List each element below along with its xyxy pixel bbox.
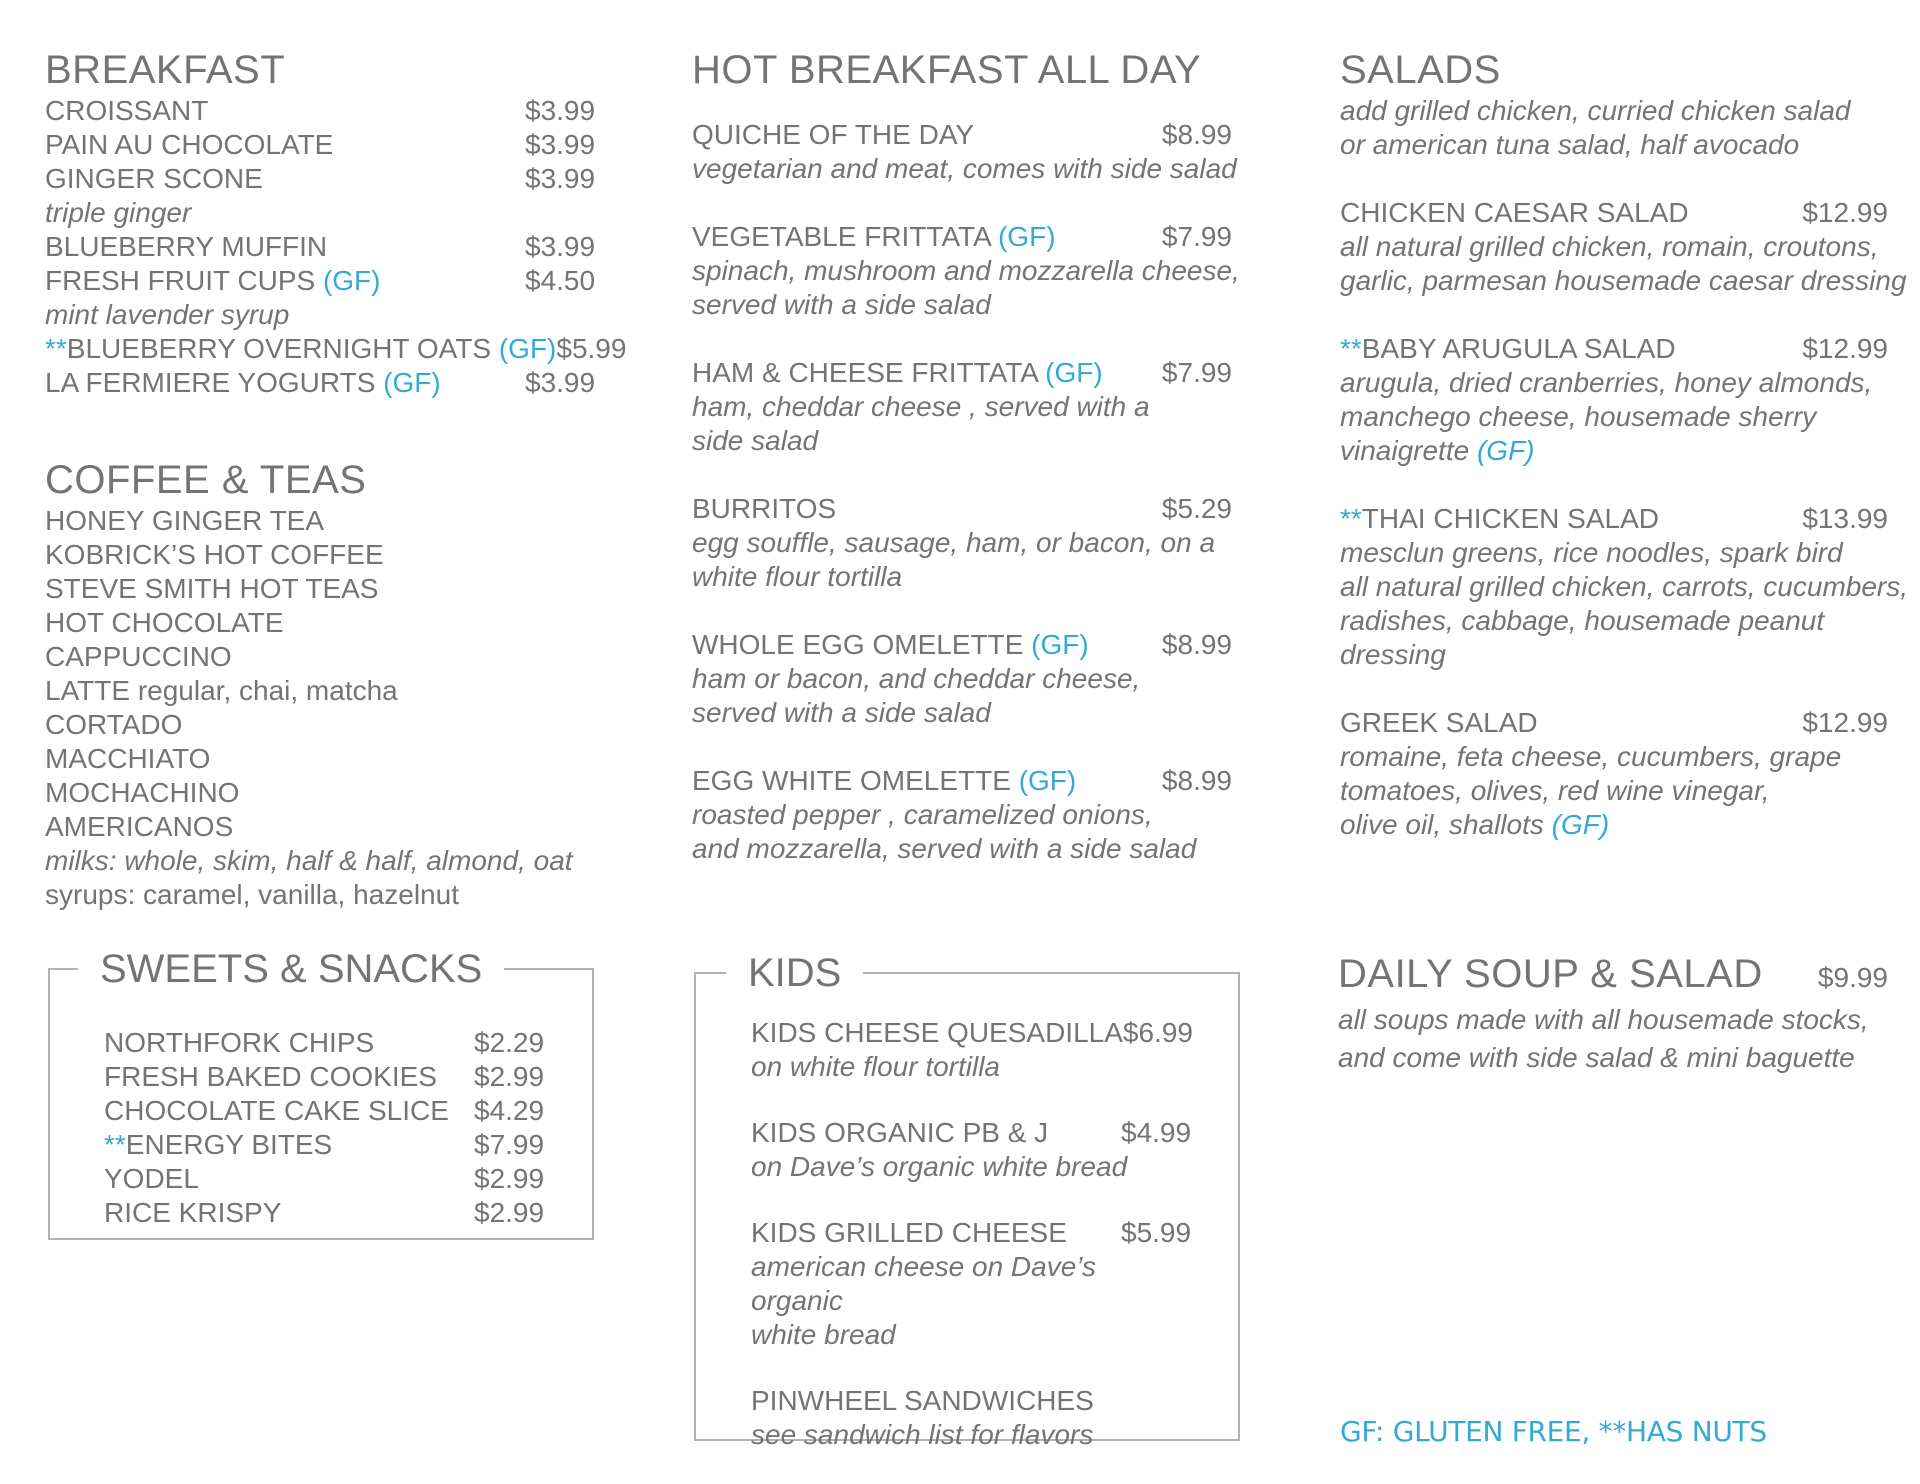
nuts-marker: **: [1340, 503, 1362, 534]
kids-item: [751, 1216, 1191, 1352]
menu-item-name: [1340, 502, 1659, 536]
gluten-free-tag: (GF): [383, 367, 441, 398]
menu-item-label: HAM & CHEESE FRITTATA: [692, 357, 1046, 388]
soup-salad-section: [1338, 954, 1908, 1077]
menu-item-label: GINGER SCONE: [45, 163, 263, 194]
coffee-items: [45, 504, 605, 844]
snack-item-price: $4.29: [474, 1095, 545, 1126]
menu-item-desc: ham or bacon, and cheddar cheese,: [692, 663, 1141, 694]
nuts-marker: **: [1340, 333, 1362, 364]
snack-item-name: [104, 1026, 374, 1060]
sweets-snacks-title: SWEETS & SNACKS: [78, 946, 504, 992]
snack-item-price: $2.99: [474, 1197, 545, 1228]
soup-header-row: [1338, 954, 1888, 995]
menu-item-desc-text: arugula, dried cranberries, honey almonds,: [1340, 367, 1873, 398]
menu-item-desc-text: dressing: [1340, 639, 1446, 670]
menu-item-price: $12.99: [1802, 707, 1888, 738]
menu-item-desc: mint lavender syrup: [45, 299, 290, 330]
menu-item-price: $5.29: [1161, 493, 1232, 524]
menu-item-label: FRESH FRUIT CUPS: [45, 265, 323, 296]
menu-item-row: [45, 366, 605, 400]
drink-item: HONEY GINGER TEA: [45, 505, 325, 536]
menu-item-desc: vegetarian and meat, comes with side salad: [692, 153, 1237, 184]
menu-item-name: [1340, 196, 1689, 230]
gluten-free-tag: (GF): [1031, 629, 1089, 660]
menu-item-row: [45, 230, 605, 264]
snack-item-price: $2.99: [474, 1163, 545, 1194]
soup-desc: [1338, 1001, 1908, 1077]
salads-intro: [1340, 94, 1910, 162]
menu-item-desc: [1340, 604, 1910, 638]
menu-item-row: [45, 94, 605, 128]
menu-item-label: EGG WHITE OMELETTE: [692, 765, 1019, 796]
menu-item-desc: [1340, 774, 1910, 808]
menu-item-price: $8.99: [1161, 119, 1232, 150]
snack-item-price: $2.99: [474, 1061, 545, 1092]
salads-intro-line: or american tuna salad, half avocado: [1340, 129, 1800, 160]
menu-item-name: [45, 366, 441, 400]
breakfast-section: [45, 48, 627, 400]
menu-item-row: [692, 628, 1232, 662]
menu-item-price: $8.99: [1161, 629, 1232, 660]
menu-item-desc-text: mesclun greens, rice noodles, spark bird: [1340, 537, 1843, 568]
menu-item-desc: triple ginger: [45, 197, 192, 228]
menu-item-price: $3.99: [525, 231, 596, 262]
menu-item-label: VEGETABLE FRITTATA: [692, 221, 998, 252]
menu-item-price: $12.99: [1802, 197, 1888, 228]
snack-item-row: [104, 1162, 544, 1196]
menu-item-price: $3.99: [525, 163, 596, 194]
salad-items: [1340, 196, 1910, 842]
menu-item-name: KIDS GRILLED CHEESE: [751, 1217, 1067, 1248]
hot-breakfast-item: [692, 118, 1242, 186]
menu-item-row: [1340, 196, 1888, 230]
menu-item-name: [1340, 332, 1676, 366]
gluten-free-tag: (GF): [1551, 809, 1610, 840]
menu-item-desc: roasted pepper , caramelized onions,: [692, 799, 1153, 830]
menu-item-price: $4.50: [525, 265, 596, 296]
menu-item-name: [692, 220, 1056, 254]
coffee-teas-section: [45, 460, 605, 912]
menu-item-row: [692, 356, 1232, 390]
menu-item-desc: [1340, 808, 1910, 842]
menu-item-desc-text: radishes, cabbage, housemade peanut: [1340, 605, 1825, 636]
menu-item-desc: [1340, 536, 1910, 570]
legend-note: GF: GLUTEN FREE, **HAS NUTS: [1340, 1415, 1767, 1448]
menu-item-desc-text: vinaigrette: [1340, 435, 1477, 466]
menu-item-desc: [1340, 264, 1910, 298]
kids-item: [751, 1384, 1191, 1452]
salads-section: [1340, 50, 1910, 876]
menu-item-name: [45, 230, 327, 264]
salad-item: [1340, 196, 1910, 298]
menu-item-name: [692, 356, 1103, 390]
menu-item-desc-text: all natural grilled chicken, romain, croutons,: [1340, 231, 1879, 262]
menu-item-price: $5.99: [1121, 1217, 1192, 1248]
menu-item-name: PINWHEEL SANDWICHES: [751, 1385, 1094, 1416]
salads-intro-line: add grilled chicken, curried chicken salad: [1340, 95, 1851, 126]
menu-item-name: [692, 764, 1076, 798]
nuts-marker: **: [45, 333, 67, 364]
snack-item-row: [104, 1196, 544, 1230]
coffee-teas-title: COFFEE & TEAS: [45, 458, 367, 502]
drink-item: KOBRICK’S HOT COFFEE: [45, 539, 384, 570]
menu-item-desc-text: all natural grilled chicken, carrots, cucumbers,: [1340, 571, 1909, 602]
gluten-free-tag: (GF): [997, 221, 1056, 252]
menu-item-desc: american cheese on Dave’s organic: [751, 1251, 1097, 1316]
sweets-snacks-box: [48, 947, 594, 1240]
menu-item-row: [692, 764, 1232, 798]
drink-item: CORTADO: [45, 709, 183, 740]
gluten-free-tag: (GF): [498, 333, 557, 364]
menu-item-row: [751, 1384, 1191, 1418]
salad-item: [1340, 706, 1910, 842]
menu-item-name: [692, 492, 836, 526]
menu-item-name: [1340, 706, 1538, 740]
menu-item-label: LA FERMIERE YOGURTS: [45, 367, 384, 398]
snack-item-row: [104, 1094, 544, 1128]
breakfast-title: BREAKFAST: [45, 48, 286, 92]
menu-item-price: $7.99: [1161, 357, 1232, 388]
menu-item-desc: egg souffle, sausage, ham, or bacon, on a: [692, 527, 1216, 558]
syrups-note: syrups: caramel, vanilla, hazelnut: [45, 879, 459, 910]
menu-item-label: PAIN AU CHOCOLATE: [45, 129, 334, 160]
menu-item-desc: on Dave’s organic white bread: [751, 1151, 1128, 1182]
menu-item-desc: spinach, mushroom and mozzarella cheese,: [692, 255, 1240, 286]
menu-item-price: $3.99: [525, 95, 596, 126]
menu-item-price: $4.99: [1121, 1117, 1192, 1148]
gluten-free-tag: (GF): [1018, 765, 1077, 796]
salads-title: SALADS: [1340, 48, 1501, 92]
menu-item-desc: white bread: [751, 1319, 896, 1350]
salad-item: [1340, 332, 1910, 468]
menu-item-row: [692, 220, 1232, 254]
menu-item-price: $5.99: [556, 333, 627, 364]
menu-item-row: [751, 1216, 1191, 1250]
salad-item: [1340, 502, 1910, 672]
menu-item-desc: and mozzarella, served with a side salad: [692, 833, 1197, 864]
menu-item-label: BABY ARUGULA SALAD: [1361, 333, 1676, 364]
snack-item-price: $2.29: [474, 1027, 545, 1058]
drink-item: MACCHIATO: [45, 743, 211, 774]
menu-item-name: [45, 332, 556, 366]
sweets-items: [104, 1026, 544, 1230]
menu-item-name: KIDS ORGANIC PB & J: [751, 1117, 1049, 1148]
menu-item-label: THAI CHICKEN SALAD: [1361, 503, 1659, 534]
drink-item: CAPPUCCINO: [45, 641, 232, 672]
menu-item-price: $13.99: [1802, 503, 1888, 534]
menu-item-desc: [1340, 230, 1910, 264]
hot-breakfast-item: [692, 628, 1242, 730]
drink-item: HOT CHOCOLATE: [45, 607, 284, 638]
menu-item-row: [1340, 706, 1888, 740]
soup-title: DAILY SOUP & SALAD: [1338, 952, 1763, 996]
menu-item-desc: on white flour tortilla: [751, 1051, 1001, 1082]
hot-breakfast-items: [692, 118, 1242, 866]
snack-item-row: [104, 1026, 544, 1060]
menu-item-desc: served with a side salad: [692, 289, 991, 320]
menu-item-desc-text: olive oil, shallots: [1340, 809, 1552, 840]
snack-item-label: FRESH BAKED COOKIES: [104, 1061, 437, 1092]
menu-item-row: [1340, 332, 1888, 366]
menu-item-desc: [1340, 366, 1910, 400]
snack-item-row: [104, 1060, 544, 1094]
menu-item-label: BLUEBERRY MUFFIN: [45, 231, 328, 262]
menu-item-label: QUICHE OF THE DAY: [692, 119, 975, 150]
kids-item: [751, 1016, 1191, 1084]
drink-item: AMERICANOS: [45, 811, 234, 842]
snack-item-label: ENERGY BITES: [125, 1129, 333, 1160]
menu-item-desc: [1340, 400, 1910, 434]
menu-item-desc-text: garlic, parmesan housemade caesar dressing: [1340, 265, 1907, 296]
menu-item-row: [751, 1016, 1191, 1050]
menu-item-desc-text: manchego cheese, housemade sherry: [1340, 401, 1817, 432]
snack-item-name: [104, 1094, 449, 1128]
snack-item-label: RICE KRISPY: [104, 1197, 282, 1228]
menu-item-desc: [1340, 434, 1910, 468]
drink-item: MOCHACHINO: [45, 777, 240, 808]
milks-note: milks: whole, skim, half & half, almond, oat: [45, 845, 573, 876]
kids-title: KIDS: [726, 950, 863, 996]
hot-breakfast-item: [692, 764, 1242, 866]
snack-item-name: [104, 1128, 332, 1162]
menu-item-row: [1340, 502, 1888, 536]
hot-breakfast-title: HOT BREAKFAST ALL DAY: [692, 48, 1202, 92]
menu-item-label: CHICKEN CAESAR SALAD: [1340, 197, 1689, 228]
menu-item-row: [45, 264, 605, 298]
menu-item-name: [692, 628, 1089, 662]
hot-breakfast-item: [692, 220, 1242, 322]
menu-item-label: BURRITOS: [692, 493, 837, 524]
menu-item-label: GREEK SALAD: [1340, 707, 1538, 738]
menu-item-row: [45, 128, 605, 162]
snack-item-name: [104, 1162, 199, 1196]
menu-item-price: $6.99: [1122, 1017, 1193, 1048]
snack-item-label: NORTHFORK CHIPS: [104, 1027, 375, 1058]
menu-item-price: $12.99: [1802, 333, 1888, 364]
snack-item-label: CHOCOLATE CAKE SLICE: [104, 1095, 449, 1126]
menu-item-name: [45, 264, 380, 298]
menu-item-price: $3.99: [525, 129, 596, 160]
snack-item-price: $7.99: [474, 1129, 545, 1160]
breakfast-items: [45, 94, 627, 400]
menu-item-row: [692, 118, 1232, 152]
soup-desc-line: and come with side salad & mini baguette: [1338, 1042, 1855, 1073]
menu-item-desc: see sandwich list for flavors: [751, 1419, 1094, 1450]
menu-item-desc: white flour tortilla: [692, 561, 903, 592]
gluten-free-tag: (GF): [322, 265, 381, 296]
menu-item-desc: [1340, 638, 1910, 672]
menu-item-row: [692, 492, 1232, 526]
kids-items: [751, 1016, 1191, 1484]
menu-item-desc: [1340, 740, 1910, 774]
menu-item-row: [45, 162, 605, 196]
menu-item-label: CROISSANT: [45, 95, 209, 126]
hot-breakfast-item: [692, 356, 1242, 458]
snack-item-name: [104, 1060, 437, 1094]
hot-breakfast-item: [692, 492, 1242, 594]
kids-item: [751, 1116, 1191, 1184]
menu-item-desc: ham, cheddar cheese , served with a: [692, 391, 1150, 422]
soup-price: $9.99: [1817, 962, 1888, 993]
menu-item-name: [45, 128, 333, 162]
menu-item-label: WHOLE EGG OMELETTE: [692, 629, 1032, 660]
menu-item-price: $3.99: [525, 367, 596, 398]
menu-item-desc: served with a side salad: [692, 697, 991, 728]
drink-item: STEVE SMITH HOT TEAS: [45, 573, 379, 604]
menu-item-price: $8.99: [1161, 765, 1232, 796]
menu-item-name: [45, 162, 263, 196]
menu-item-row: [45, 332, 627, 366]
kids-box: [694, 951, 1240, 1450]
snack-item-name: [104, 1196, 281, 1230]
hot-breakfast-section: [692, 50, 1242, 900]
menu-item-desc: [1340, 570, 1910, 604]
menu-item-desc-text: tomatoes, olives, red wine vinegar,: [1340, 775, 1770, 806]
snack-item-label: YODEL: [104, 1163, 199, 1194]
menu-item-price: $7.99: [1161, 221, 1232, 252]
menu-item-desc-text: romaine, feta cheese, cucumbers, grape: [1340, 741, 1842, 772]
snack-item-row: [104, 1128, 544, 1162]
menu-item-name: [692, 118, 974, 152]
drink-item: LATTE regular, chai, matcha: [45, 675, 398, 706]
gluten-free-tag: (GF): [1476, 435, 1535, 466]
soup-desc-line: all soups made with all housemade stocks,: [1338, 1004, 1869, 1035]
menu-item-desc: side salad: [692, 425, 819, 456]
menu-item-name: [45, 94, 208, 128]
gluten-free-tag: (GF): [1045, 357, 1103, 388]
menu-item-row: [751, 1116, 1191, 1150]
menu-item-name: KIDS CHEESE QUESADILLA: [751, 1017, 1123, 1048]
menu-item-label: BLUEBERRY OVERNIGHT OATS: [66, 333, 499, 364]
nuts-marker: **: [104, 1129, 126, 1160]
